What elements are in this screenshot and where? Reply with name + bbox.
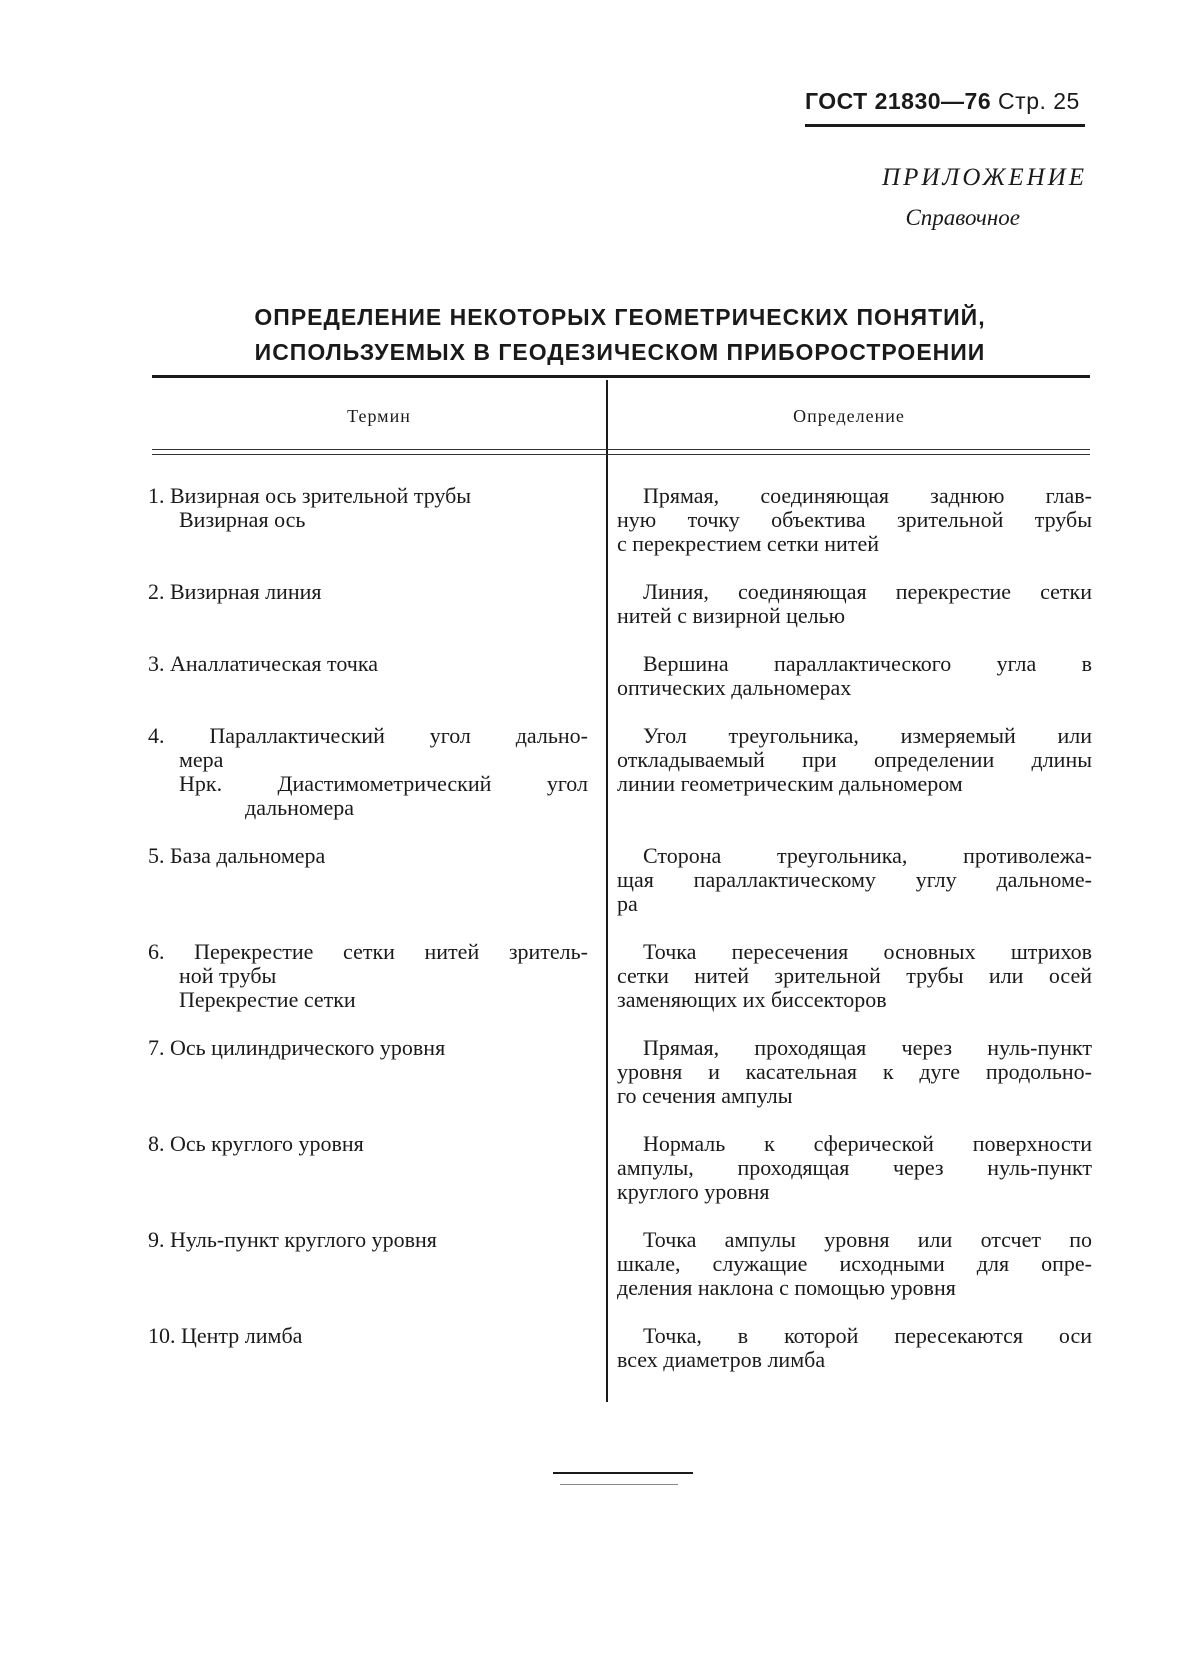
definition-line: Линия, соединяющая перекрестие сетки [643,579,1092,604]
definition-line: Вершина параллактического угла в [643,651,1092,676]
definition-cell [617,1132,1092,1204]
term-line: 5. База дальномера [148,843,326,868]
term-line: ной трубы [179,963,277,988]
definition-cell [617,484,1092,556]
page-header [805,88,1090,115]
term-line: Перекрестие сетки [179,987,356,1012]
table-column-divider [606,380,608,1402]
term-cell [148,1132,588,1156]
appendix-label: ПРИЛОЖЕНИЕ [882,164,1087,191]
term-cell [148,1324,588,1348]
standard-code: ГОСТ 21830—76 [805,88,992,114]
term-line: дальномера [245,795,354,820]
end-rule-secondary [560,1484,678,1485]
term-line: 10. Центр лимба [148,1323,303,1348]
definition-line: всех диаметров лимба [617,1347,826,1372]
end-rule [553,1472,693,1474]
definition-line: Прямая, проходящая через нуль-пункт [643,1035,1092,1060]
term-line: 3. Аналлатическая точка [148,651,378,676]
column-header-term: Термин [347,406,411,426]
definition-line: Угол треугольника, измеряемый или [643,723,1092,748]
definition-line: откладываемый при определении длины [617,747,1092,772]
definition-cell [617,1324,1092,1372]
definition-line: ампулы, проходящая через нуль-пункт [617,1155,1092,1180]
table-header-rule [152,449,1090,455]
title-line-1: ОПРЕДЕЛЕНИЕ НЕКОТОРЫХ ГЕОМЕТРИЧЕСКИХ ПОНЯТИЙ, [254,304,986,330]
definition-line: щая параллактическому углу дальноме- [617,867,1092,892]
definition-line: Прямая, соединяющая заднюю глав- [643,483,1092,508]
definition-line: Сторона треугольника, противолежа- [643,843,1092,868]
definition-line: Нормаль к сферической поверхности [643,1131,1092,1156]
definition-cell [617,940,1092,1012]
definition-line: го сечения ампулы [617,1083,793,1108]
term-cell [148,844,588,868]
definition-line: ра [617,891,638,916]
definition-line: шкале, служащие исходными для опре- [617,1251,1092,1276]
document-title [150,300,1090,370]
term-cell [148,724,588,820]
definition-cell [617,1228,1092,1300]
definition-line: с перекрестием сетки нитей [617,531,879,556]
definition-cell [617,844,1092,916]
header-rule [805,124,1085,127]
title-line-2: ИСПОЛЬЗУЕМЫХ В ГЕОДЕЗИЧЕСКОМ ПРИБОРОСТРОЕНИИ [254,339,986,365]
term-line: 1. Визирная ось зрительной трубы [148,483,472,508]
term-line: 8. Ось круглого уровня [148,1131,364,1156]
term-cell [148,652,588,676]
definition-line: круглого уровня [617,1179,770,1204]
definition-line: Точка, в которой пересекаются оси [643,1323,1092,1348]
column-header-definition: Определение [793,406,905,426]
term-cell [148,940,588,1012]
term-line: 4. Параллактический угол дально- [148,723,588,748]
term-cell [148,1228,588,1252]
definition-cell [617,1036,1092,1108]
appendix-kind: Справочное [905,205,1020,230]
term-line: Нрк. Диастимометрический угол [179,771,588,796]
definition-line: Точка ампулы уровня или отсчет по [643,1227,1092,1252]
term-cell [148,580,588,604]
term-cell [148,1036,588,1060]
term-line: мера [179,747,224,772]
definition-line: заменяющих их биссекторов [617,987,887,1012]
term-line: 2. Визирная линия [148,579,322,604]
definition-cell [617,724,1092,796]
term-cell [148,484,588,532]
table-top-rule [152,375,1090,378]
definition-cell [617,580,1092,628]
definition-line: оптических дальномерах [617,675,852,700]
definition-cell [617,652,1092,700]
term-line: 7. Ось цилиндрического уровня [148,1035,446,1060]
definition-line: нитей с визирной целью [617,603,846,628]
definition-line: уровня и касательная к дуге продольно- [617,1059,1092,1084]
page-number: Стр. 25 [998,88,1080,114]
term-line: 9. Нуль-пункт круглого уровня [148,1227,437,1252]
definition-line: деления наклона с помощью уровня [617,1275,956,1300]
definition-line: Точка пересечения основных штрихов [643,939,1092,964]
term-line: 6. Перекрестие сетки нитей зритель- [148,939,588,964]
definition-line: сетки нитей зрительной трубы или осей [617,963,1092,988]
term-line: Визирная ось [179,507,306,532]
definition-line: линии геометрическим дальномером [617,771,963,796]
definition-line: ную точку объектива зрительной трубы [617,507,1092,532]
